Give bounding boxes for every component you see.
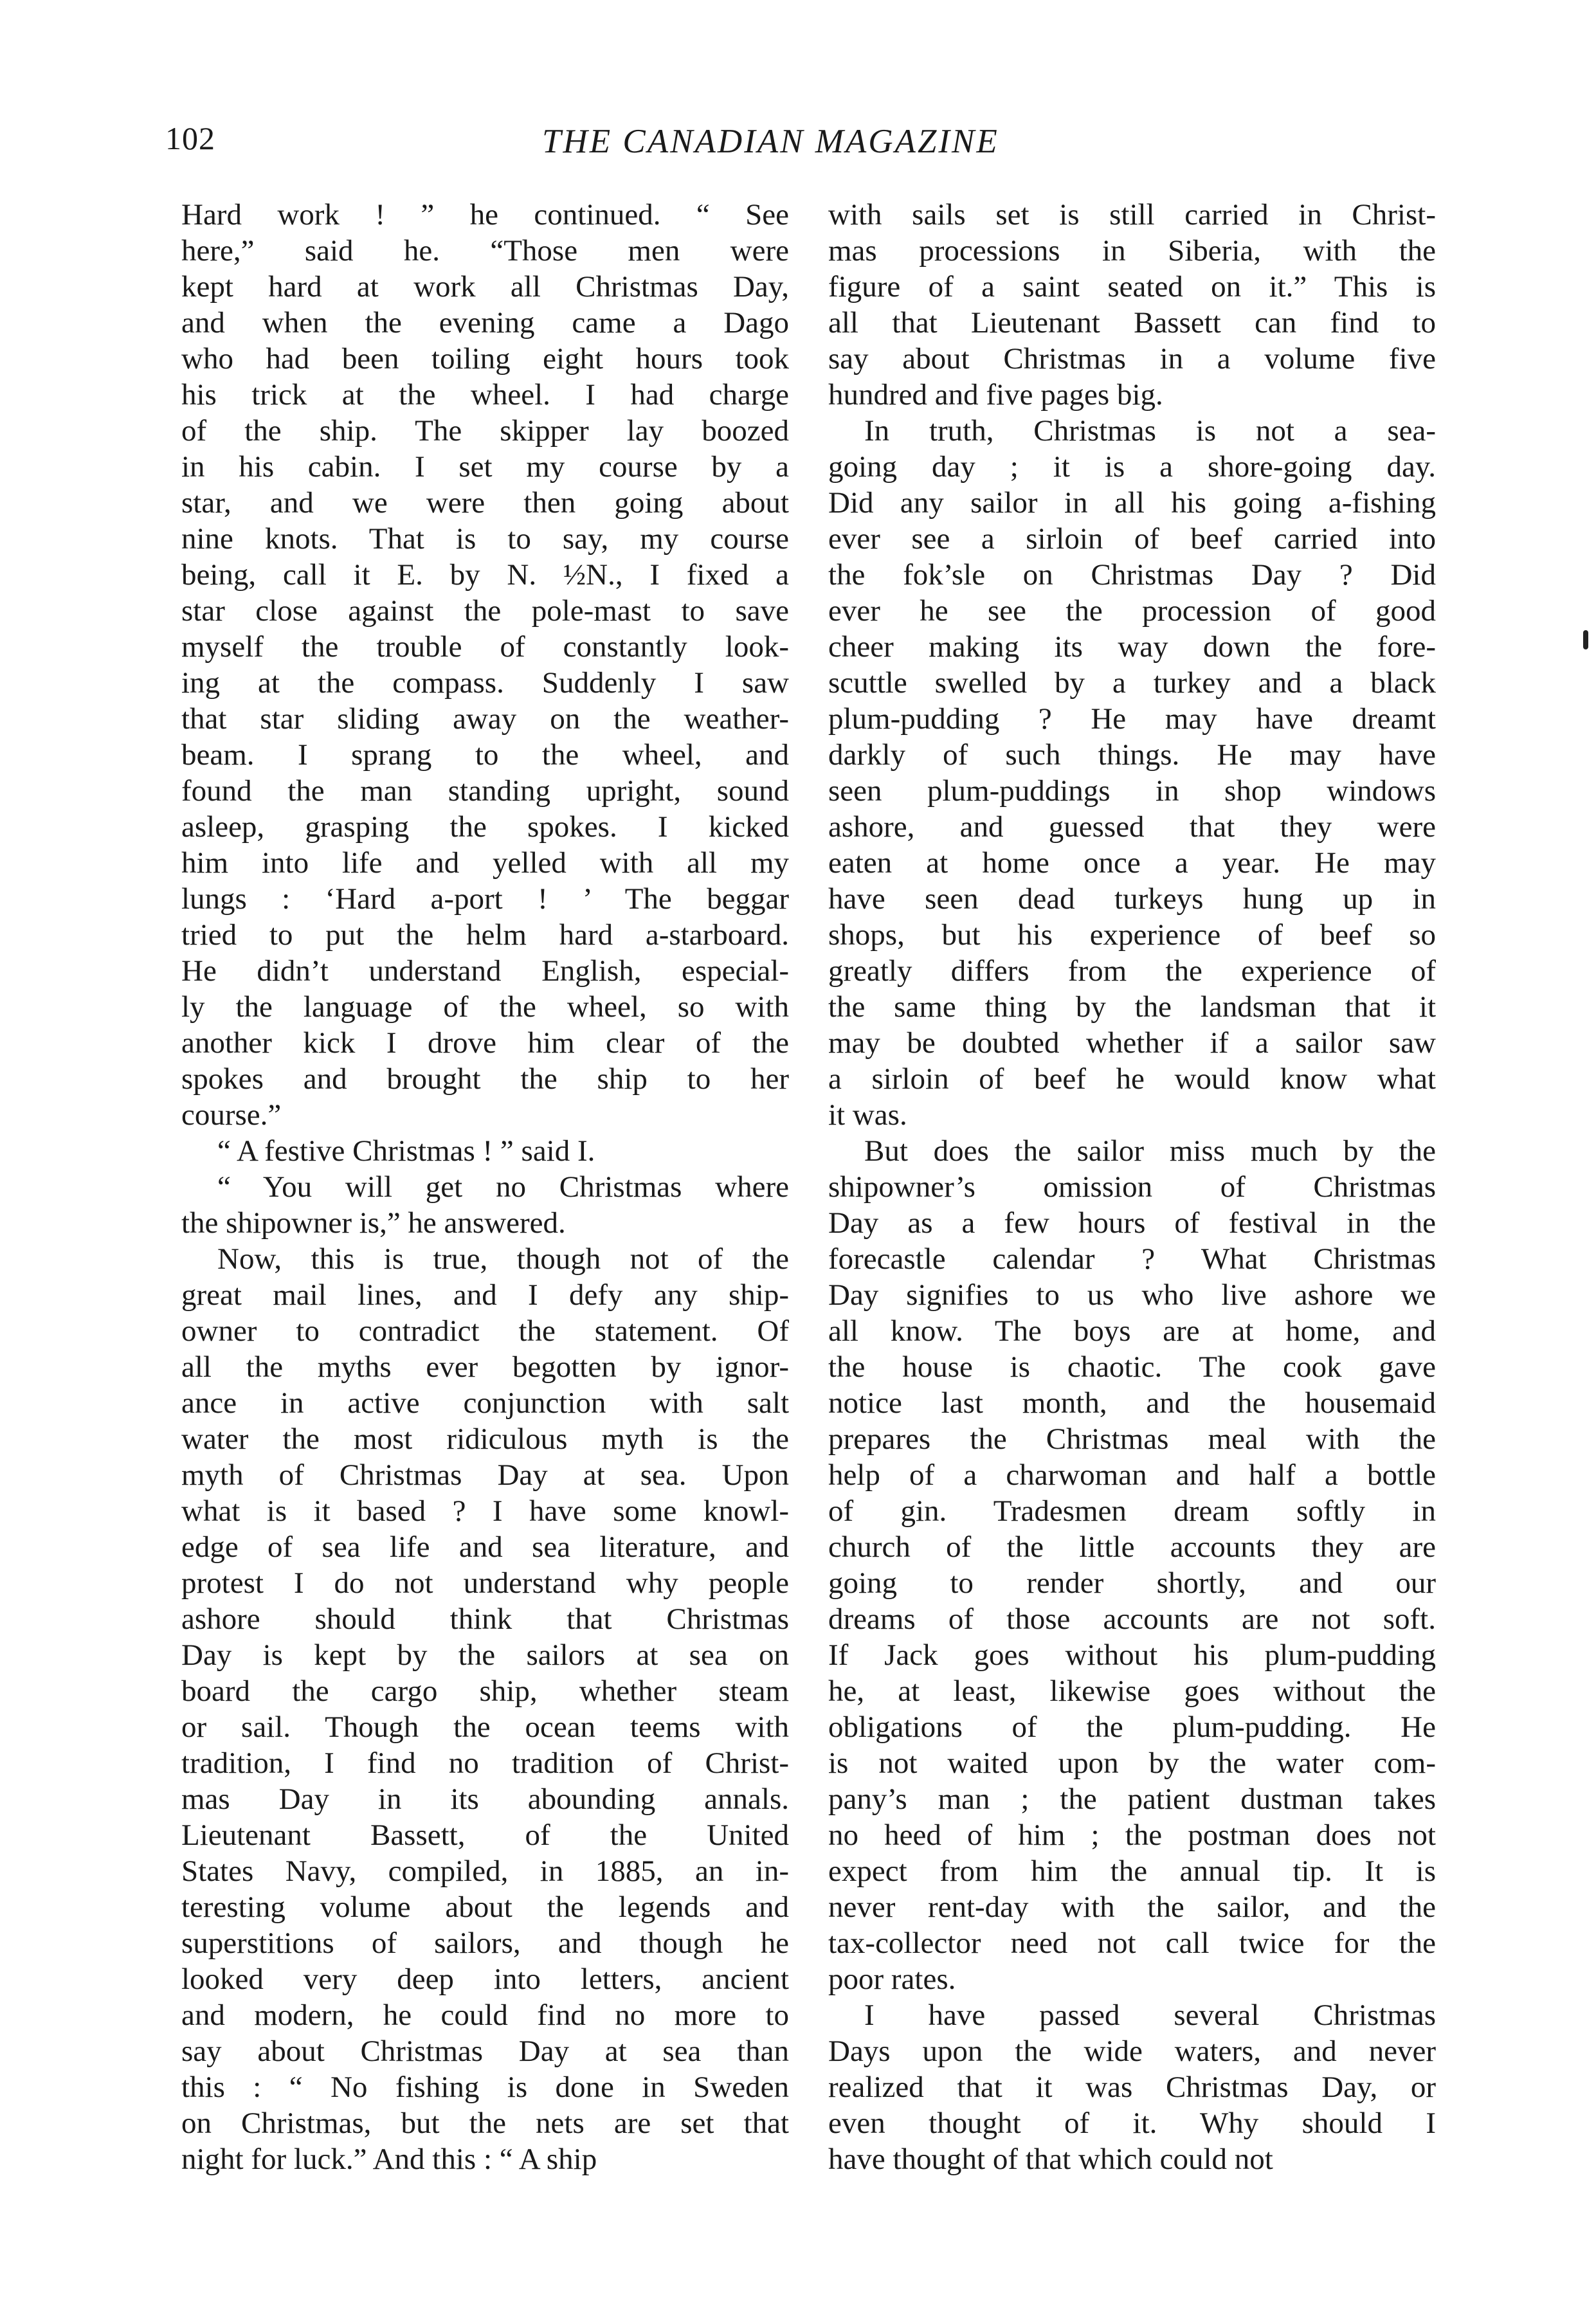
- text-line: prepares the Christmas meal with the: [828, 1422, 1436, 1456]
- text-line: “ You will get no Christmas where: [217, 1170, 789, 1204]
- text-line: have thought of that which could not: [828, 2143, 1273, 2176]
- text-line: asleep, grasping the spokes. I kicked: [181, 810, 789, 844]
- text-line: expect from him the annual tip. It is: [828, 1854, 1436, 1888]
- text-line: that star sliding away on the weather-: [181, 702, 789, 736]
- text-line: Days upon the wide waters, and never: [828, 2035, 1436, 2068]
- text-line: he, at least, likewise goes without the: [828, 1674, 1436, 1708]
- text-line: spokes and brought the ship to her: [181, 1062, 789, 1096]
- text-line: forecastle calendar ? What Christmas: [828, 1242, 1436, 1276]
- text-line: water the most ridiculous myth is the: [181, 1422, 789, 1456]
- text-line: may be doubted whether if a sailor saw: [828, 1026, 1436, 1060]
- text-line: mas Day in its abounding annals.: [181, 1782, 789, 1816]
- text-line: ever see a sirloin of beef carried into: [828, 522, 1436, 556]
- text-line: greatly differs from the experience of: [828, 954, 1436, 988]
- text-line: ashore should think that Christmas: [181, 1602, 789, 1636]
- text-line: board the cargo ship, whether steam: [181, 1674, 789, 1708]
- text-line: with sails set is still carried in Christ-: [828, 198, 1436, 231]
- text-line: him into life and yelled with all my: [181, 846, 789, 880]
- text-line: Now, this is true, though not of the: [217, 1242, 789, 1276]
- text-line: Hard work ! ” he continued. “ See: [181, 198, 789, 231]
- text-line: But does the sailor miss much by the: [864, 1134, 1436, 1168]
- text-line: kept hard at work all Christmas Day,: [181, 270, 789, 304]
- text-line: who had been toiling eight hours took: [181, 342, 789, 376]
- text-line: this : “ No fishing is done in Sweden: [181, 2071, 789, 2104]
- text-line: and when the evening came a Dago: [181, 306, 789, 340]
- text-line: the house is chaotic. The cook gave: [828, 1350, 1436, 1384]
- text-line: never rent-day with the sailor, and the: [828, 1890, 1436, 1924]
- text-line: found the man standing upright, sound: [181, 774, 789, 808]
- text-line: figure of a saint seated on it.” This is: [828, 270, 1436, 304]
- text-line: He didn’t understand English, especial-: [181, 954, 789, 988]
- text-line: realized that it was Christmas Day, or: [828, 2071, 1436, 2104]
- text-line: Day as a few hours of festival in the: [828, 1206, 1436, 1240]
- text-line: tried to put the helm hard a-starboard.: [181, 918, 789, 952]
- text-line: poor rates.: [828, 1962, 956, 1996]
- text-line: all that Lieutenant Bassett can find to: [828, 306, 1436, 340]
- text-line: “ A festive Christmas ! ” said I.: [217, 1134, 595, 1168]
- text-line: ance in active conjunction with salt: [181, 1386, 789, 1420]
- text-line: here,” said he. “Those men were: [181, 234, 789, 267]
- text-line: a sirloin of beef he would know what: [828, 1062, 1436, 1096]
- text-line: going day ; it is a shore-going day.: [828, 450, 1436, 484]
- text-line: Did any sailor in all his going a-fishing: [828, 486, 1436, 520]
- text-line: it was.: [828, 1098, 907, 1132]
- text-line: say about Christmas in a volume five: [828, 342, 1436, 376]
- text-line: have seen dead turkeys hung up in: [828, 882, 1436, 916]
- text-line: superstitions of sailors, and though he: [181, 1926, 789, 1960]
- text-line: In truth, Christmas is not a sea-: [864, 414, 1436, 448]
- text-line: notice last month, and the housemaid: [828, 1386, 1436, 1420]
- text-line: tax-collector need not call twice for the: [828, 1926, 1436, 1960]
- text-line: shops, but his experience of beef so: [828, 918, 1436, 952]
- text-line: say about Christmas Day at sea than: [181, 2035, 789, 2068]
- text-line: in his cabin. I set my course by a: [181, 450, 789, 484]
- text-line: eaten at home once a year. He may: [828, 846, 1436, 880]
- left-column: [181, 197, 789, 2177]
- text-line: all the myths ever begotten by ignor-: [181, 1350, 789, 1384]
- text-line: mas processions in Siberia, with the: [828, 234, 1436, 267]
- page-number: 102: [165, 120, 215, 156]
- text-line: plum-pudding ? He may have dreamt: [828, 702, 1436, 736]
- text-line: obligations of the plum-pudding. He: [828, 1710, 1436, 1744]
- text-line: pany’s man ; the patient dustman takes: [828, 1782, 1436, 1816]
- text-line: ly the language of the wheel, so with: [181, 990, 789, 1024]
- text-line: hundred and five pages big.: [828, 378, 1163, 412]
- text-line: course.”: [181, 1098, 282, 1132]
- text-line: night for luck.” And this : “ A ship: [181, 2143, 597, 2176]
- text-line: scuttle swelled by a turkey and a black: [828, 666, 1436, 700]
- text-line: going to render shortly, and our: [828, 1566, 1436, 1600]
- text-line: another kick I drove him clear of the: [181, 1026, 789, 1060]
- text-line: what is it based ? I have some knowl-: [181, 1494, 789, 1528]
- text-line: protest I do not understand why people: [181, 1566, 789, 1600]
- text-line: shipowner’s omission of Christmas: [828, 1170, 1436, 1204]
- text-line: beam. I sprang to the wheel, and: [181, 738, 789, 772]
- text-line: teresting volume about the legends and: [181, 1890, 789, 1924]
- text-line: the shipowner is,” he answered.: [181, 1206, 566, 1240]
- text-line: the fok’sle on Christmas Day ? Did: [828, 558, 1436, 592]
- text-line: owner to contradict the statement. Of: [181, 1314, 789, 1348]
- text-line: seen plum-puddings in shop windows: [828, 774, 1436, 808]
- text-line: being, call it E. by N. ½N., I fixed a: [181, 558, 789, 592]
- text-line: star, and we were then going about: [181, 486, 789, 520]
- text-line: dreams of those accounts are not soft.: [828, 1602, 1436, 1636]
- text-line: cheer making its way down the fore-: [828, 630, 1436, 664]
- right-column: [828, 197, 1436, 2177]
- text-line: on Christmas, but the nets are set that: [181, 2107, 789, 2140]
- text-line: great mail lines, and I defy any ship-: [181, 1278, 789, 1312]
- text-line: If Jack goes without his plum-pudding: [828, 1638, 1436, 1672]
- text-line: or sail. Though the ocean teems with: [181, 1710, 789, 1744]
- text-line: Day is kept by the sailors at sea on: [181, 1638, 789, 1672]
- text-line: all know. The boys are at home, and: [828, 1314, 1436, 1348]
- text-line: and modern, he could find no more to: [181, 1998, 789, 2032]
- text-line: church of the little accounts they are: [828, 1530, 1436, 1564]
- text-line: looked very deep into letters, ancient: [181, 1962, 789, 1996]
- text-line: Day signifies to us who live ashore we: [828, 1278, 1436, 1312]
- text-line: no heed of him ; the postman does not: [828, 1818, 1436, 1852]
- text-line: Lieutenant Bassett, of the United: [181, 1818, 789, 1852]
- text-line: star close against the pole-mast to save: [181, 594, 789, 628]
- text-line: of gin. Tradesmen dream softly in: [828, 1494, 1436, 1528]
- text-line: the same thing by the landsman that it: [828, 990, 1436, 1024]
- text-line: darkly of such things. He may have: [828, 738, 1436, 772]
- text-line: is not waited upon by the water com-: [828, 1746, 1436, 1780]
- text-line: myself the trouble of constantly look-: [181, 630, 789, 664]
- text-line: his trick at the wheel. I had charge: [181, 378, 789, 412]
- text-line: even thought of it. Why should I: [828, 2107, 1436, 2140]
- text-line: edge of sea life and sea literature, and: [181, 1530, 789, 1564]
- text-line: ever he see the procession of good: [828, 594, 1436, 628]
- text-line: I have passed several Christmas: [864, 1998, 1436, 2032]
- text-line: ashore, and guessed that they were: [828, 810, 1436, 844]
- margin-ink-mark: [1583, 630, 1588, 649]
- text-line: lungs : ‘Hard a-port ! ’ The beggar: [181, 882, 789, 916]
- text-line: of the ship. The skipper lay boozed: [181, 414, 789, 448]
- text-line: States Navy, compiled, in 1885, an in-: [181, 1854, 789, 1888]
- text-line: nine knots. That is to say, my course: [181, 522, 789, 556]
- text-line: tradition, I find no tradition of Christ-: [181, 1746, 789, 1780]
- text-line: help of a charwoman and half a bottle: [828, 1458, 1436, 1492]
- text-line: myth of Christmas Day at sea. Upon: [181, 1458, 789, 1492]
- running-title: THE CANADIAN MAGAZINE: [542, 123, 999, 160]
- text-line: ing at the compass. Suddenly I saw: [181, 666, 789, 700]
